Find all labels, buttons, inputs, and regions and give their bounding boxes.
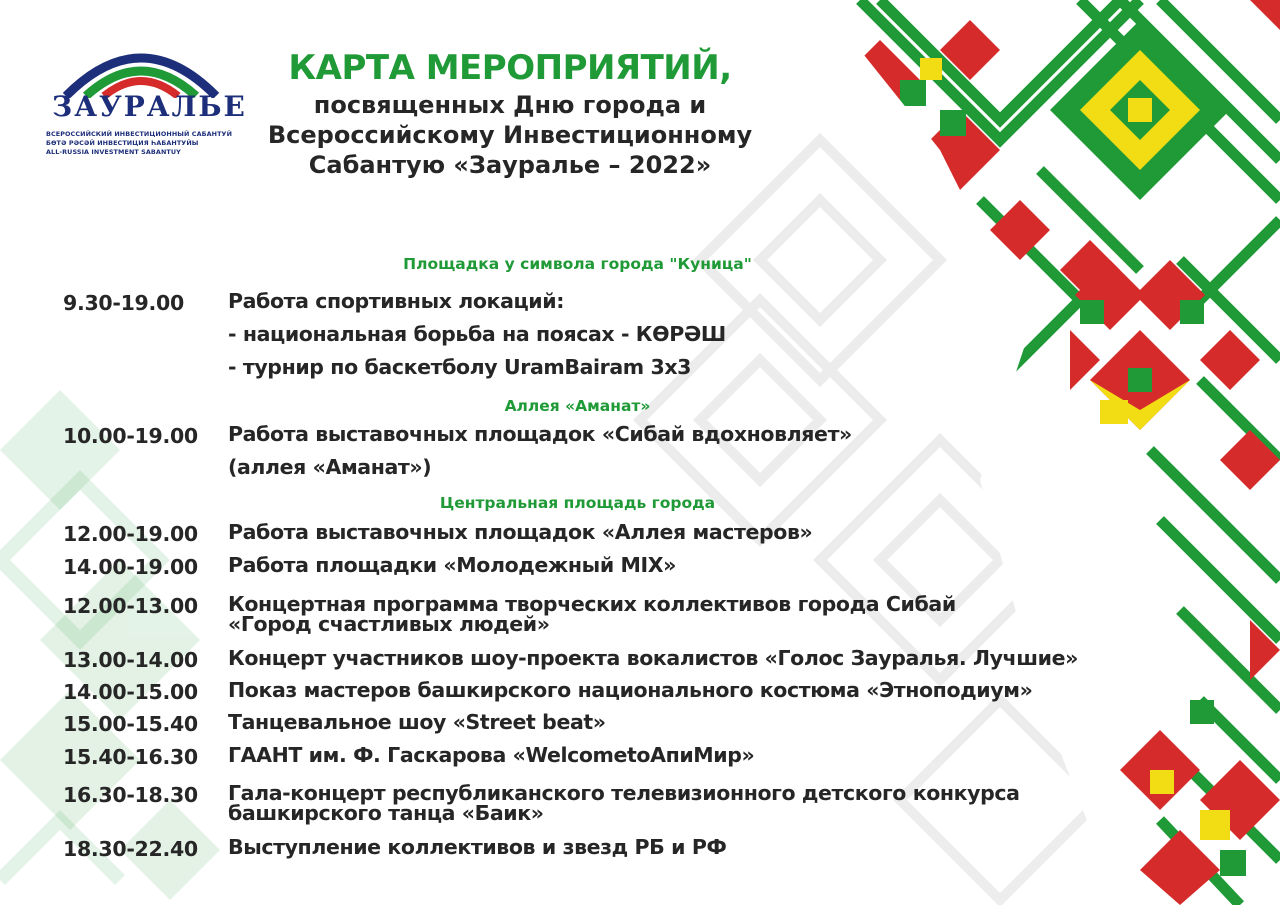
schedule-description: Работа площадки «Молодежный MIX» (228, 553, 676, 577)
schedule-time: 15.00-15.40 (63, 712, 198, 736)
schedule-description: Работа спортивных локаций: (228, 289, 565, 313)
schedule-description: Работа выставочных площадок «Аллея мастеров» (228, 520, 813, 544)
logo-arch-icon (46, 38, 236, 98)
schedule-time: 9.30-19.00 (63, 291, 184, 315)
page-subtitle (250, 90, 770, 180)
venue-heading-kunitsa: Площадка у символа города "Куница" (403, 255, 752, 273)
schedule-time: 18.30-22.40 (63, 837, 198, 861)
schedule-description: (аллея «Аманат») (228, 455, 432, 479)
schedule-time: 14.00-15.00 (63, 680, 198, 704)
zauralye-logo (46, 38, 247, 173)
schedule-time: 14.00-19.00 (63, 555, 198, 579)
venue-heading-central-square: Центральная площадь города (439, 494, 716, 512)
schedule-description: Работа выставочных площадок «Сибай вдохновляет» (228, 422, 852, 446)
logo-caption-1: ВСЕРОССИЙСКИЙ ИНВЕСТИЦИОННЫЙ САБАНТУЙ (46, 130, 233, 138)
schedule-description: Показ мастеров башкирского национального костюма «Этноподиум» (228, 678, 1033, 702)
schedule-time: 12.00-13.00 (63, 594, 198, 618)
schedule-time: 16.30-18.30 (63, 783, 198, 807)
page-title: КАРТА МЕРОПРИЯТИЙ, (288, 48, 732, 88)
subtitle-line-2: Всероссийскому Инвестиционному (267, 121, 753, 149)
schedule-time: 12.00-19.00 (63, 522, 198, 546)
logo-wordmark: ЗАУРАЛЬЕ (52, 90, 247, 123)
schedule-description: «Город счастливых людей» (228, 612, 550, 636)
schedule-description: Концерт участников шоу-проекта вокалистов «Голос Зауралья. Лучшие» (228, 646, 1078, 670)
logo-caption-2: БӨТӘ РӘСӘЙ ИНВЕСТИЦИЯ ҺАБАНТУЙЫ (46, 139, 199, 147)
schedule-description: Танцевальное шоу «Street beat» (228, 710, 606, 734)
schedule-description: Гала-концерт республиканского телевизионного детского конкурса (228, 781, 1020, 805)
venue-heading-amanat: Аллея «Аманат» (504, 397, 651, 415)
logo-caption-3: ALL-RUSSIA INVESTMENT SABANTUY (46, 148, 181, 156)
schedule-time: 13.00-14.00 (63, 648, 198, 672)
subtitle-line-3: Сабантую «Зауралье – 2022» (308, 151, 712, 179)
schedule-description: - турнир по баскетболу UramBairam 3x3 (228, 355, 692, 379)
subtitle-line-1: посвященных Дню города и (313, 91, 707, 119)
schedule-time: 15.40-16.30 (63, 745, 198, 769)
schedule-description: Выступление коллективов и звезд РБ и РФ (228, 835, 727, 859)
schedule-time: 10.00-19.00 (63, 424, 198, 448)
schedule-description: Концертная программа творческих коллективов города Сибай (228, 592, 956, 616)
schedule-description: - национальная борьба на поясах - КӨРӘШ (228, 322, 726, 346)
schedule-description: ГААНТ им. Ф. Гаскарова «WelcometoАпиМир» (228, 743, 755, 767)
schedule-description: башкирского танца «Баик» (228, 801, 544, 825)
